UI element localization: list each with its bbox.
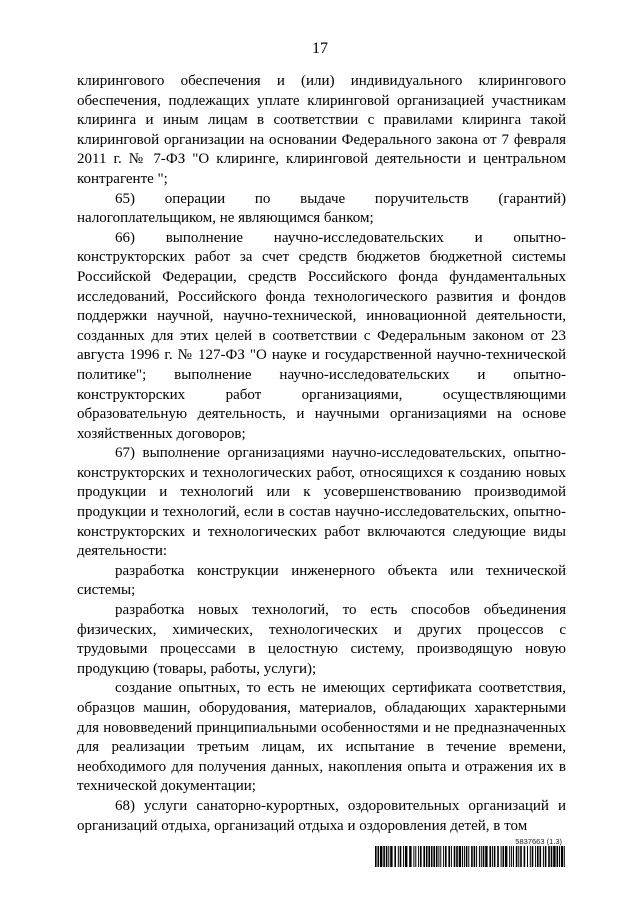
paragraph-item-67-design: разработка конструкции инженерного объекта или технической системы; — [77, 562, 566, 599]
paragraph-item-68: 68) услуги санаторно-курортных, оздоровительных организаций и организаций отдыха, организаций отдыха и оздоровления детей, в том — [77, 797, 566, 834]
paragraph-continuation: клирингового обеспечения и (или) индивидуального клирингового обеспечения, подлежащих уплате клиринговой организацией участникам клиринга и иным лицам в соответствии с правилами клиринга такой клиринговой организации на основании Федерального закона от 7 февраля 2011 г. № 7-ФЗ "О клиринге, клиринговой деятельности и центральном контрагенте "; — [77, 73, 566, 187]
paragraph-item-67: 67) выполнение организациями научно-исследовательских, опытно-конструкторских и технологических работ, относящихся к созданию новых продукции и технологий или к усовершенствованию производимой продукции и технологий, если в состав научно-исследовательских, опытно-конструкторских и технологических работ включаются следующие виды деятельности: — [77, 445, 566, 560]
paragraph-item-67-prototypes: создание опытных, то есть не имеющих сертификата соответствия, образцов машин, оборудования, материалов, обладающих характерными для нововведений принципиальными особенностями и не предназначенных для реализации третьим лицам, их испытание в течение времени, необходимого для получения данных, накопления опыта и отражения их в технической документации; — [77, 680, 566, 795]
paragraph-item-66: 66) выполнение научно-исследовательских и опытно-конструкторских работ за счет средств бюджетов бюджетной системы Российской Федерации, средств Российского фонда фундаментальных исследований, Российского фонда технологического развития и фондов поддержки научной, научно-технической, инновационной деятельности, созданных для этих целей в соответствии с Федеральным законом от 23 августа 1996 г. № 127-ФЗ "О науке и государственной научно-технической политике"; выполнение научно-исследовательских и опытно-конструкторских работ организациями, осуществляющими образовательную деятельность, и научными организациями на основе хозяйственных договоров; — [77, 229, 566, 442]
page-number: 17 — [312, 40, 328, 57]
document-code: 5837663 (1.3) — [515, 837, 562, 846]
paragraph-item-67-technology: разработка новых технологий, то есть способов объединения физических, химических, технологических и других процессов с трудовыми процессами в целостную систему, производящую новую продукцию (товары, работы, услуги); — [77, 602, 566, 677]
paragraph-item-65: 65) операции по выдаче поручительств (гарантий) налогоплательщиком, не являющимся банком; — [77, 190, 566, 227]
document-body — [77, 72, 566, 836]
barcode — [375, 846, 565, 867]
